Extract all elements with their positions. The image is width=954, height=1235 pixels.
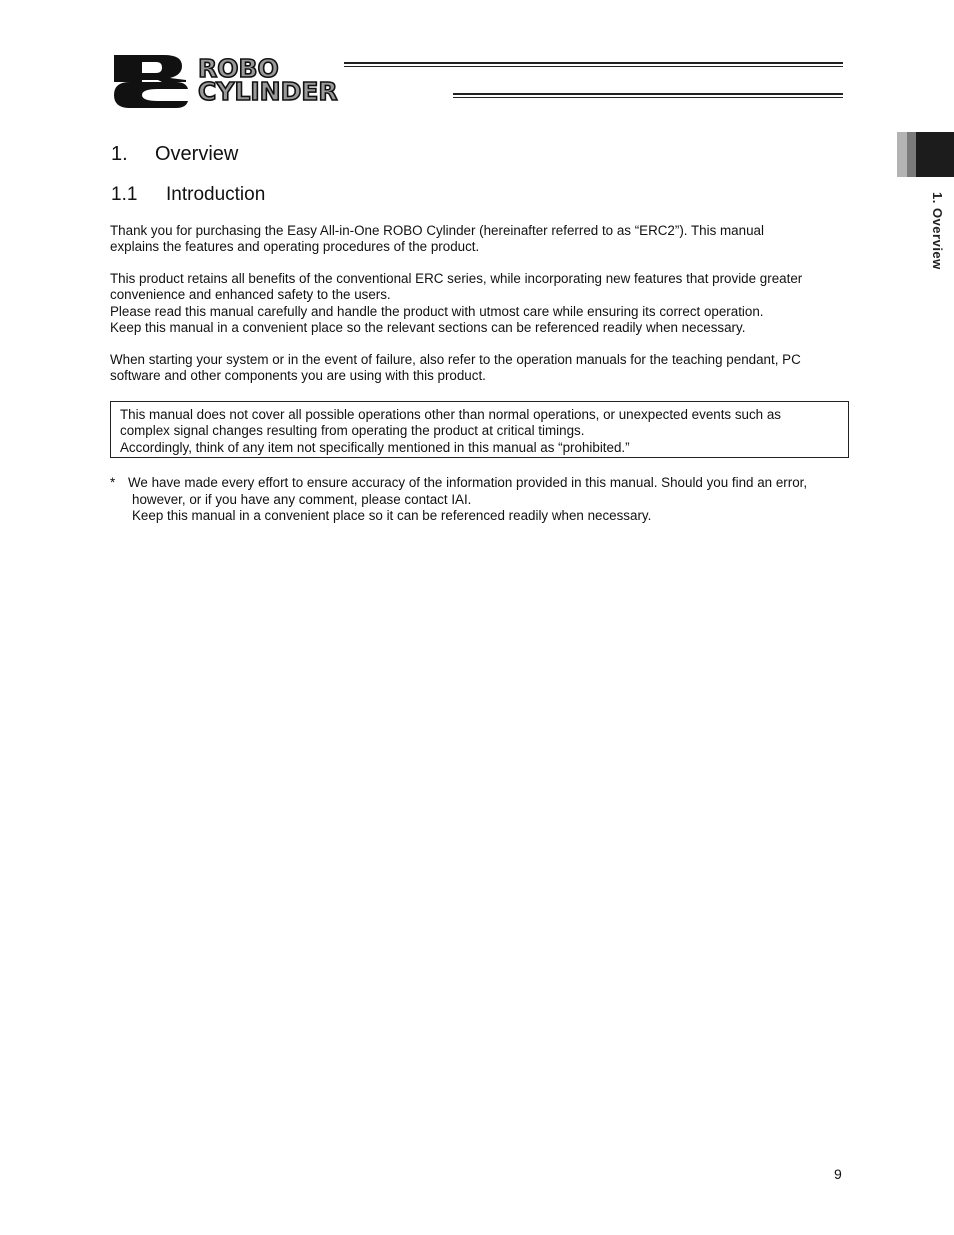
subsection-number: 1.1	[111, 184, 138, 205]
notice-box	[110, 401, 849, 458]
chapter-tab-marker	[897, 132, 954, 177]
footnote-asterisk: *	[110, 475, 116, 490]
notice-line: Accordingly, think of any item not specifically mentioned in this manual as “prohibited.”	[120, 439, 630, 455]
text-line: convenience and enhanced safety to the users.	[110, 287, 391, 303]
footnote-line: Keep this manual in a convenient place so it can be referenced readily when necessary.	[132, 508, 652, 523]
logo-cylinder-text: CYLINDER	[198, 77, 338, 106]
rc-logo-mark	[112, 53, 192, 108]
header-rule-bottom	[453, 93, 843, 98]
logo-robo-text: ROBO	[198, 54, 279, 83]
intro-paragraph-3	[110, 352, 850, 385]
text-line: software and other components you are using with this product.	[110, 368, 486, 384]
intro-paragraph-2	[110, 271, 850, 336]
subsection-title: Introduction	[166, 184, 266, 205]
section-heading	[111, 143, 238, 166]
page-number: 9	[834, 1166, 842, 1182]
text-line: When starting your system or in the event of failure, also refer to the operation manuals for the teaching pendant, PC	[110, 352, 801, 367]
text-line: Thank you for purchasing the Easy All-in-One ROBO Cylinder (hereinafter referred to as “ERC2”). This manual	[110, 223, 764, 238]
text-line: This product retains all benefits of the conventional ERC series, while incorporating new features that provide greater	[110, 271, 803, 286]
section-title: Overview	[155, 143, 239, 165]
footnote-line: however, or if you have any comment, please contact IAI.	[132, 491, 472, 507]
notice-line: complex signal changes resulting from operating the product at critical timings.	[120, 423, 585, 439]
footnote-line: We have made every effort to ensure accuracy of the information provided in this manual. Should you find an error,	[128, 475, 808, 490]
chapter-tab-label: 1. Overview	[930, 192, 945, 270]
text-line: Please read this manual carefully and handle the product with utmost care while ensuring its correct operation.	[110, 303, 764, 319]
text-line: explains the features and operating procedures of the product.	[110, 239, 480, 255]
text-line: Keep this manual in a convenient place so the relevant sections can be referenced readily when necessary.	[110, 319, 746, 335]
section-number: 1.	[111, 143, 128, 165]
intro-paragraph-1	[110, 223, 850, 256]
footnote	[110, 475, 855, 525]
header-rule-top	[344, 62, 843, 67]
subsection-heading	[111, 184, 265, 206]
notice-line: This manual does not cover all possible operations other than normal operations, or unexpected events such as	[120, 407, 781, 422]
